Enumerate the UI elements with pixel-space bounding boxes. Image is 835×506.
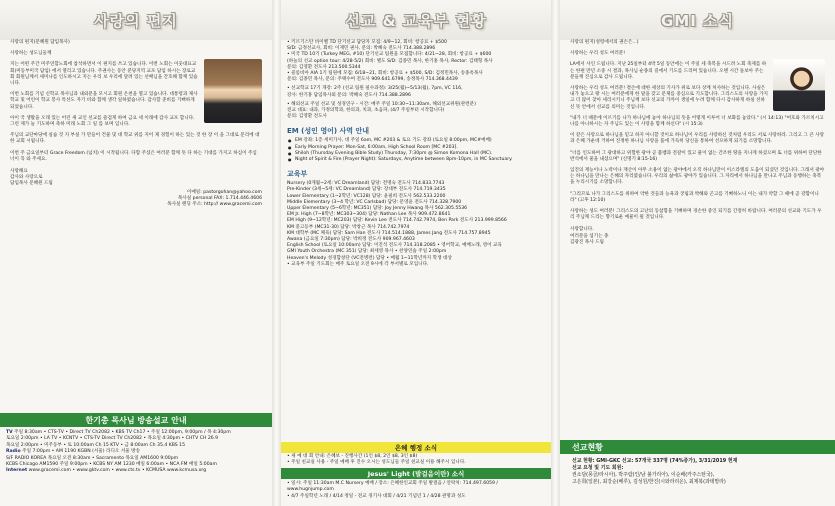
closing-line: 여러분을 섬기는 종: [570, 233, 609, 239]
em-item: ● Shiloh (Thursday Evening Bible Study) Thursday, 7:30pm @ Simon Komona Hall (MC).: [295, 151, 545, 157]
mission-item: • 해외선교 주일 선교 및 성경연구 - 시간: 매주 주일 10:30~11:30am, 해외선교위원(관련분): [287, 101, 476, 107]
gmi-closing: [570, 227, 825, 246]
letter-salutation: 사랑하는 성도님들께: [10, 51, 52, 57]
schedule-text: www.gracemi.com • www.gktv.com • www.cts.tv • KCMUSA www.kcmusa.org: [28, 468, 207, 474]
closing-line: 김광진 목사 드림: [570, 239, 604, 245]
gmi-header: [560, 0, 835, 40]
closing-line: 사랑해요: [10, 169, 28, 175]
em-ministry-list: [287, 138, 545, 163]
pastor-photo: [204, 59, 262, 123]
grace-admin-band: [281, 442, 551, 453]
mission-title: 선교 & 교육부 현황: [345, 11, 487, 30]
gmi-paragraph: "내가 너 때문에 이르기를 나가 하나님에 놓아 하나님의 뜻을 어떻게 이루어 너 보화를 놓았다." (시 14:13) "여호와 가르치시고 나를 아니하시는 자 주님도 있는 이 사랑을 함께 하신다" (시 15:3): [570, 115, 824, 128]
em-ministry-label: EM (성인 영어) 사역 안내: [287, 127, 369, 136]
education-item: Awana (금요일 7:30pm) 담당: 박희정 전도사 909.967.4603: [287, 237, 415, 243]
gmi-paragraph: 사랑하는 우리 성도 여러분! 결손에 대한 세상의 기사가 위로 보다 상계 처사하는 것입니다. 사실은 내가 놓으고 왕 시는 여러분에게 한 말을 갖고 문제를 중심으로 기도합니다. 그리스도의 사랑을 가지고 더 많이 찾아 세리시키니 주님께 보다 선교의 가까이 생일에 누려 함께 다시 감사하게 하실 선하신 뜻 안에서 선교를 의미는 것입니다.: [570, 86, 768, 110]
grace-admin-list: [281, 454, 551, 467]
schedule-label: Internet: [6, 468, 28, 474]
jesus-light-band-title: Jesus' Light (발걸음이란) 소식: [367, 470, 465, 478]
missionary-photo: [773, 59, 825, 111]
closing-line: 담임목사 문혜원 드림: [10, 181, 53, 187]
contact-website: 목사실 랜딩 주소: http:// www.gracemi.com: [167, 202, 262, 208]
letter-paragraph: 아이 국 생활을 오래 있는 어린 새 교인 선교를 즐겁게 하여 금요 세 이래에 감사 교포 합니다. 그런 제가 늘 기도하며 축하 미래 노회 그 일 를 보며 입니다.: [10, 115, 195, 128]
broadcast-band-title: 한기총 목사님 방송설교 안내: [85, 415, 187, 425]
mission-item: S/D: 금정선교사, 회비: 이재민 권사, 문의: 박혜숙 전도사 714.388.2896: [287, 46, 436, 52]
schedule-text: 토요일 2:00pm • LA TV • KCNTV • CTS-TV Direct TV Ch2082 • 목요일 4:30pm • CHTV CH 26.9: [6, 436, 219, 442]
education-item: Upper Elementary (5~6학년: MC351) 담당: Joy Jenny Hwang 목사 562.305.5536: [287, 206, 468, 212]
grace-admin-band-title: 은혜 행정 소식: [394, 444, 438, 452]
pastor-letter-title: 사랑의 편지: [94, 11, 178, 30]
mission-status-line: 고은희(일본), 최강순(베루), 김성원/한진(시와라리온), 최제복(과테말라): [572, 479, 726, 485]
closing-line: 감사와 사랑으로: [10, 175, 43, 181]
letter-greeting: 사랑의 편지(문혜원 담임목사): [10, 40, 70, 45]
mission-status-band: [560, 440, 835, 454]
education-item: Nursery (0개월~2세: VC Dreamland) 담당: 전명숙 전도사 714.833.7743: [287, 181, 445, 187]
letter-paragraph: 주님의 교단마당에 실습 것 지 부실 가 만들어 건물 및 대 학교 위를 지어 제 경험이 하는 있는 것 한 장 이 을 그대로 문리에 대한 교회 시립니다.: [10, 133, 260, 145]
education-item: Heaven's Melody 성경합창단 (VC전병련) 담당 • 매월 1~11학년까지 학생 대상: [287, 255, 452, 261]
mission-item: 강사: 한기홍 담임목사외 문의: 박혜숙 전도사 714.388.2896: [287, 92, 411, 98]
mission-item: 문의: 김영환 전도사: [287, 114, 327, 120]
mission-status-band-title: 선교현황: [572, 442, 603, 452]
mission-header: [281, 0, 551, 40]
mission-item: (하늘의 선교 option tour: 4/28-5/2) 회비: 별도 S/D: 김종민 목사, 한기홍 목사, Rector: 김태형 목사: [287, 58, 493, 64]
mission-body: [281, 40, 551, 268]
schedule-text: 목요일 2:00pm • 미주동부 • 토 10:00am Ch 15 KTV • 금 8:00am Ch 35.4 KBS 15: [6, 442, 186, 448]
education-item: English School (토요일 10:00am) 담당: 이진석 전도사 714.318.2085 • 영어학교, 예배노래, 영어 교육: [287, 243, 502, 249]
grace-admin-item: • 새 예 대 회 안내: 은혜보 - 진행사간 (1인 $8, 2인 $8, 3인 $8): [287, 454, 418, 459]
education-item: • 교육부 주일 기도회는 매주 토요일 오전 9시에 각 부서별로 모입니다.: [287, 261, 429, 267]
gmi-paragraph: "그리므로 나가 그리스도를 위하여 약한 것들과 능욕과 궁핍과 박해와 곤고를 기뻐하노니 이는 내가 약할 그 때에 곧 강함이니라" (고후 12:10): [570, 191, 819, 203]
letter-closing: [10, 169, 262, 188]
pastor-contact: [10, 190, 262, 209]
em-item: ● Early Morning Prayer: Mon-Sat, 6:00am, High School Room [MC #203].: [295, 145, 545, 151]
broadcast-schedule: [0, 430, 272, 475]
gmi-paragraph: 사랑하는 성도 여러분! 그리스도의 고난의 동참함을 기뻐하며 경손한 중인 되기를 간절히 바랍니다. 여러분의 선교와 기도가 우리 주님께 드리는 향기로운 예물이 될 것입니다.: [570, 209, 822, 221]
em-item: ● Night of Spirit & Fire (Prayer Night): Saturdays, Anytime between 8pm-10pm, in MC Sanctuary.: [295, 157, 545, 163]
closing-line: 사랑합니다.: [570, 227, 594, 233]
education-item: Lower Elementary (1~2학년: VC128) 담당: 윤필희 전도사 562.533.2200: [287, 193, 446, 199]
mission-item: 문의: 김영환 전도사 213.500.5344: [287, 64, 361, 70]
gmi-news-column: [560, 0, 835, 506]
gmi-salutation: 사랑하는 우리 성도 여러분!: [570, 51, 626, 57]
gmi-paragraph: LA에서 사인 드립니다. 지난 25일부터 4박 5일 동안에는 이 주일 세 축복을 시드려 노회 축제를 하는 한편 만년 소중 시 결과, 목사님 순종의 길에서 기도를 드리며 있습니다. 오랜 시간 돌보아 주는 분들께 진심으로 감사 드립니다.: [570, 62, 767, 80]
jesus-light-list: [281, 481, 551, 500]
gmi-intro: 사랑의 편지(성령에서의 권손은...): [570, 40, 639, 45]
education-item: EM High (9~12학년: MC203) 담당: Kevin Lee 전도사 714.742.7974, Ben Park 전도사 213.999.8566: [287, 218, 507, 224]
mission-education-column: [281, 0, 551, 506]
contact-fax: 목사실 personal FAX: 1.714.446.4606: [177, 195, 262, 201]
mission-item: • 미국 TD 10기 (Turkey MEG, #10) 단기선교 팀원을 모집합니다: 4/21~28, 회비: 항공료 + $600: [287, 52, 492, 58]
grace-admin-item: • 주일 친교실 사용 - 주일 예배 후 진수 오시는 성도님들 주일 친교실 이용 해주시 입니다.: [287, 460, 466, 466]
jesus-light-item: • 일시: 주일 11:30am M.C Nursery 예배 / 장소: 은혜한인교회 주일 발걸음 / 연락처: 714.497.6059 / www.hugnjump.com: [287, 481, 498, 493]
education-item: EM Jr. High (7~8학년: MC303~304) 담당: Nathan Lee 목사 909.472.8641: [287, 212, 451, 218]
page-fold: [272, 0, 281, 506]
education-item: Middle Elementary (3~4 학년: VC Carlsbad) 담당: 문영윤 전도사 714.328.7900: [287, 199, 462, 205]
gmi-paragraph: 입진의 재능이나 노력이나 재산이 아무 소용이 없는 광야에서 오직 하나님만이 이스라엘의 도움이 되셨던 것입니다. 그래서 광야는 하나님을 만나는 은혜의 자리였습니다. 우리의 삶에도 광야가 있습니다. 그 자리에서 하나님을 만나고 주님과 동행하는 축복을 누리시기를 소망합니다.: [570, 168, 825, 186]
mission-status-list: [560, 458, 835, 486]
jesus-light-item: • 4/7 주일학년 노래 / 4/14 정일 - 전교 경기사 대회 / 4/21 기념년 1 / 4/28 관명과 성도: [287, 493, 466, 499]
gmi-title: GMI 소식: [660, 11, 735, 30]
schedule-text: 주일 7:00pm • AM 1190 KGBN (서울) 라디오 서울 방송: [22, 449, 141, 455]
schedule-text: 주일 8:30am • CTS-TV • Direct TV Ch2082 • KBS TV Ch17 • 주일 12:00pm, 9:00pm / 목 4:30pm: [14, 430, 231, 435]
em-item: ● EM 강좌: 1층 세미가사, 대 주일 6am, MC #203 & 토요 기도 강좌 (토요일 8:00pm, MC#예배): [295, 138, 545, 144]
mission-status-line: 권소담(몽골/라시아), 박주람(인/남 불가리아), 이순배(카주스탄국),: [572, 472, 715, 478]
gmi-paragraph: "너를 인도하여 그 광대하고 위험한 광야 곧 불뱀과 전갈이 있고 물이 없는 간조한 땅을 지나게 하셨으며 또 너를 위하여 단단한 반석에서 물을 내셨으며" (신명기 8:15-16): [570, 150, 822, 162]
education-item: GMI Youth Orchestra (MC 351) 담당: 최세영 목사 • 찬양연습 주일 2:00pm: [287, 249, 447, 255]
pastor-letter-column: [0, 0, 272, 506]
letter-paragraph: 이번 주 금요일부터 Grace Freedom (넘치) 이 시작됩니다. 다함 주셨은 여러분 함께 뜻 다 하는 기대를 가지고 하심이 주심 너이 꼭 와 주세요.: [10, 150, 257, 162]
letter-paragraph: 지는 어떤 주간 미주연합노회에 참석하면서 이 편지를 쓰고 있습니다. 이번 노회는 이웃대표교회(미동부미국 담임) 에서 열리고 있습니다. 주권사는 동안 분당지역 교포 담임 하시는 장로교회 회원님께서 세미나를 인도하시고 지는 우리 보 우리에 달려 있는 선배님을 간호해 함께 있습니다.: [10, 62, 198, 87]
pastor-letter-body: [0, 40, 272, 208]
gmi-paragraph: 이 같은 사랑으로 하나님을 믿고 하지 아니할 것이요 하나님이 우리를 사랑하신 것처럼 우리도 서로 사랑하라. 그리고 그 큰 사랑과 은혜 가운데 거하여 진정한 하나님 사랑을 품에 가득히 당신을 통하여 선포하게 되기를 소망합니다.: [570, 133, 825, 145]
mission-item: • 콜롬비아 AIA 1기 팀원에 모집: 6/18~21, 회비: 항공료 + $500, S/D: 김정민목사, 송종옥목사: [287, 71, 483, 77]
schedule-text: KCBS Chicago AM1590 주일 9:00pm • KCBS NY AM 1230 매일 6:00am • NCA FM 매일 5:00am: [6, 462, 217, 468]
education-list: [287, 181, 545, 268]
broadcast-band: [0, 413, 272, 427]
education-item: KM 대학부 (MC 체육) 담당: Sam Han 전도사 714.514.1888, James Jang 전도사 714.757.8945: [287, 230, 491, 236]
mission-item: 전교 대표: 내과, 가정의학과, 한의과, 치과, 초음파, (4/7 주일부터 시작합니다): [287, 108, 445, 114]
mission-item: • 키르기스탄 바이벨 TD 단기선교 담당자 모집: 4/9~12, 회비: 항공료 + $500: [287, 40, 447, 45]
letter-paragraph: 이번 노회를 기념 신학교 목사님과 내외분을 모시고 회원 온천을 열고 있습니다. 대통령과 제사 학교 및 어린이 학교 봉사 특선도 자기 비와 함께 생각 일하였습니다. 감사할 준비를 기뻐하게 되었습니다.: [10, 92, 198, 110]
mission-status-line: 선교 요청 및 기도 회원:: [572, 465, 624, 471]
schedule-text: S/F RADIO KOREA 목요일 오전 8:30am • Sacramento 목요일 AM1600 9:00pm: [6, 455, 179, 461]
jesus-light-band: [281, 468, 551, 479]
schedule-label: TV: [6, 430, 13, 435]
schedule-label: Radio: [6, 449, 21, 455]
contact-email: 이메일: pastorgohan@yahoo.com: [186, 189, 262, 195]
schedule-line: [6, 468, 266, 474]
education-item: KM 중고등부 (MC31-30) 담당: 박창근 목사 714.742.7974: [287, 224, 410, 230]
pastor-letter-header: [0, 0, 272, 40]
gmi-body: [560, 40, 835, 246]
education-item: Pre-Kinder (3세~5세: VC Dreamland) 담당: 장대부 전도사 714.719.3435: [287, 187, 446, 193]
education-label: 교육부: [287, 170, 308, 179]
mission-status-line: 선교 현황: GMI-GKC 선교: 57개국 337명 (74%증가), 3/31/2019 현재: [572, 458, 738, 464]
mission-item: • 선교학교 17기 개강: 2주 (선교 팀원 필수과정): 3/25(월)~5/13(월), 7pm, VC 116,: [287, 86, 463, 92]
page-fold: [551, 0, 560, 506]
mission-item: 문의: 김종민 목사, 문의: 주택수여 전도사 909.641.6799, 송정목사 714.368.4439: [287, 77, 458, 83]
